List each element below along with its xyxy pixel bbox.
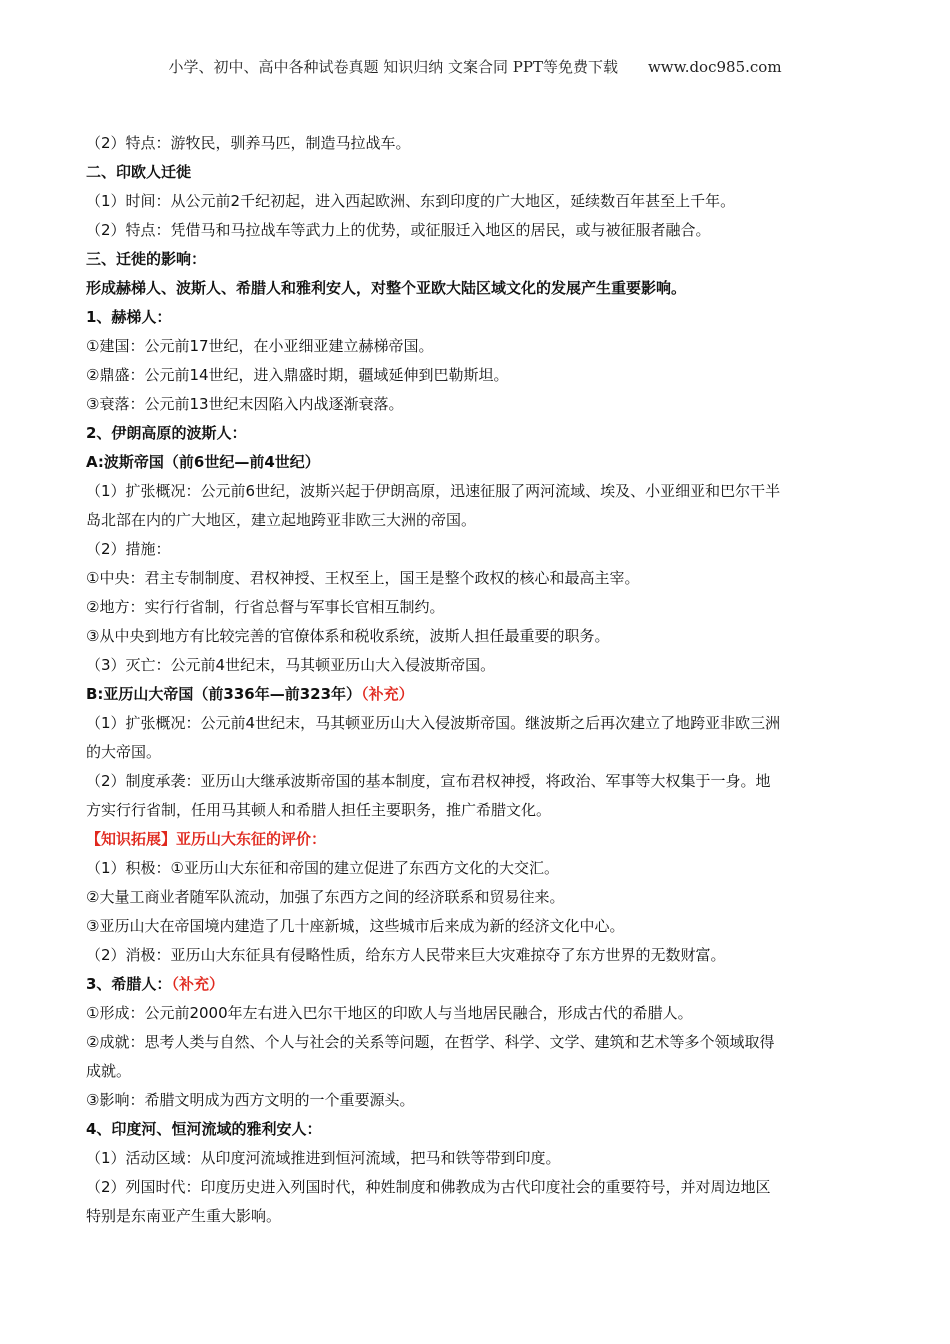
text-line — [86, 883, 866, 912]
line-text: （2）措施： — [86, 540, 171, 558]
line-text: ③从中央到地方有比较完善的官僚体系和税收系统，波斯人担任最重要的职务。 — [86, 627, 610, 645]
line-text: 形成赫梯人、波斯人、希腊人和雅利安人，对整个亚欧大陆区域文化的发展产生重要影响。 — [86, 279, 687, 297]
line-text: （2）制度承袭：亚历山大继承波斯帝国的基本制度，宣布君权神授，将政治、军事等大权集于一身。地 — [86, 772, 771, 790]
heading-line — [86, 419, 866, 448]
text-line — [86, 216, 866, 245]
heading-line — [86, 1115, 866, 1144]
line-text: 成就。 — [86, 1062, 132, 1080]
text-line — [86, 390, 866, 419]
line-text: 的大帝国。 — [86, 743, 162, 761]
line-text: （1）扩张概况：公元前6世纪，波斯兴起于伊朗高原，迅速征服了两河流域、埃及、小亚细亚和巴尔干半 — [86, 482, 781, 500]
supplement-tag: （补充） — [361, 685, 414, 703]
text-line — [86, 477, 866, 506]
line-text: （2）列国时代：印度历史进入列国时代，种姓制度和佛教成为古代印度社会的重要符号，并对周边地区 — [86, 1178, 771, 1196]
text-line — [86, 767, 866, 796]
line-text: ②地方：实行行省制，行省总督与军事长官相互制约。 — [86, 598, 445, 616]
heading-line — [86, 245, 866, 274]
line-text: 2、伊朗高原的波斯人： — [86, 424, 247, 442]
line-text: （1）扩张概况：公元前4世纪末，马其顿亚历山大入侵波斯帝国。继波斯之后再次建立了地跨亚非欧三洲 — [86, 714, 781, 732]
heading-line — [86, 970, 866, 999]
text-line — [86, 912, 866, 941]
line-text: 二、印欧人迁徙 — [86, 163, 192, 181]
line-text: 3、希腊人： — [86, 975, 172, 993]
line-text: （1）时间：从公元前2千纪初起，进入西起欧洲、东到印度的广大地区，延续数百年甚至上千年。 — [86, 192, 736, 210]
line-text: ③衰落：公元前13世纪末因陷入内战逐渐衰落。 — [86, 395, 404, 413]
text-line — [86, 709, 866, 738]
line-text: ③影响：希腊文明成为西方文明的一个重要源头。 — [86, 1091, 415, 1109]
page-header: 小学、初中、高中各种试卷真题 知识归纳 文案合同 PPT等免费下载 www.doc985.com — [168, 58, 782, 76]
heading-line — [86, 158, 866, 187]
text-line — [86, 1086, 866, 1115]
text-line — [86, 129, 866, 158]
text-line — [86, 854, 866, 883]
text-line — [86, 361, 866, 390]
text-line — [86, 332, 866, 361]
text-line — [86, 651, 866, 680]
line-text: （2）特点：游牧民，驯养马匹，制造马拉战车。 — [86, 134, 411, 152]
line-text: ①中央：君主专制制度、君权神授、王权至上，国王是整个政权的核心和最高主宰。 — [86, 569, 640, 587]
line-text: B:亚历山大帝国（前336年—前323年） — [86, 685, 362, 703]
text-line — [86, 187, 866, 216]
text-line — [86, 941, 866, 970]
text-line — [86, 622, 866, 651]
text-line — [86, 1144, 866, 1173]
heading-line — [86, 825, 866, 854]
line-text: ①形成：公元前2000年左右进入巴尔干地区的印欧人与当地居民融合，形成古代的希腊人。 — [86, 1004, 693, 1022]
text-line — [86, 796, 866, 825]
line-text: ②大量工商业者随军队流动，加强了东西方之间的经济联系和贸易往来。 — [86, 888, 565, 906]
heading-line — [86, 303, 866, 332]
text-line — [86, 535, 866, 564]
text-line — [86, 738, 866, 767]
line-text: 岛北部在内的广大地区，建立起地跨亚非欧三大洲的帝国。 — [86, 511, 477, 529]
line-text: A:波斯帝国（前6世纪—前4世纪） — [86, 453, 320, 471]
text-line — [86, 1057, 866, 1086]
heading-line — [86, 274, 866, 303]
text-line — [86, 999, 866, 1028]
document-body — [86, 129, 866, 1231]
heading-line — [86, 680, 866, 709]
line-text: 三、迁徙的影响： — [86, 250, 207, 268]
line-text: （2）特点：凭借马和马拉战车等武力上的优势，或征服迁入地区的居民，或与被征服者融合。 — [86, 221, 711, 239]
text-line — [86, 1028, 866, 1057]
line-text: ②鼎盛：公元前14世纪，进入鼎盛时期，疆域延伸到巴勒斯坦。 — [86, 366, 509, 384]
line-text: ①建国：公元前17世纪，在小亚细亚建立赫梯帝国。 — [86, 337, 434, 355]
line-text: （3）灭亡：公元前4世纪末，马其顿亚历山大入侵波斯帝国。 — [86, 656, 496, 674]
supplement-tag: （补充） — [171, 975, 224, 993]
line-text: （2）消极：亚历山大东征具有侵略性质，给东方人民带来巨大灾难掠夺了东方世界的无数财富。 — [86, 946, 726, 964]
line-text: （1）活动区域：从印度河流域推进到恒河流域，把马和铁等带到印度。 — [86, 1149, 561, 1167]
line-text: ②成就：思考人类与自然、个人与社会的关系等问题，在哲学、科学、文学、建筑和艺术等多个领域取得 — [86, 1033, 775, 1051]
text-line — [86, 1173, 866, 1202]
text-line — [86, 506, 866, 535]
line-text: 4、印度河、恒河流域的雅利安人： — [86, 1120, 322, 1138]
line-text: 1、赫梯人： — [86, 308, 172, 326]
line-text: （1）积极：①亚历山大东征和帝国的建立促进了东西方文化的大交汇。 — [86, 859, 559, 877]
line-text: 特别是东南亚产生重大影响。 — [86, 1207, 282, 1225]
line-text: 【知识拓展】亚历山大东征的评价： — [86, 830, 327, 848]
line-text: ③亚历山大在帝国境内建造了几十座新城，这些城市后来成为新的经济文化中心。 — [86, 917, 625, 935]
text-line — [86, 593, 866, 622]
line-text: 方实行行省制，任用马其顿人和希腊人担任主要职务，推广希腊文化。 — [86, 801, 552, 819]
text-line — [86, 1202, 866, 1231]
heading-line — [86, 448, 866, 477]
text-line — [86, 564, 866, 593]
